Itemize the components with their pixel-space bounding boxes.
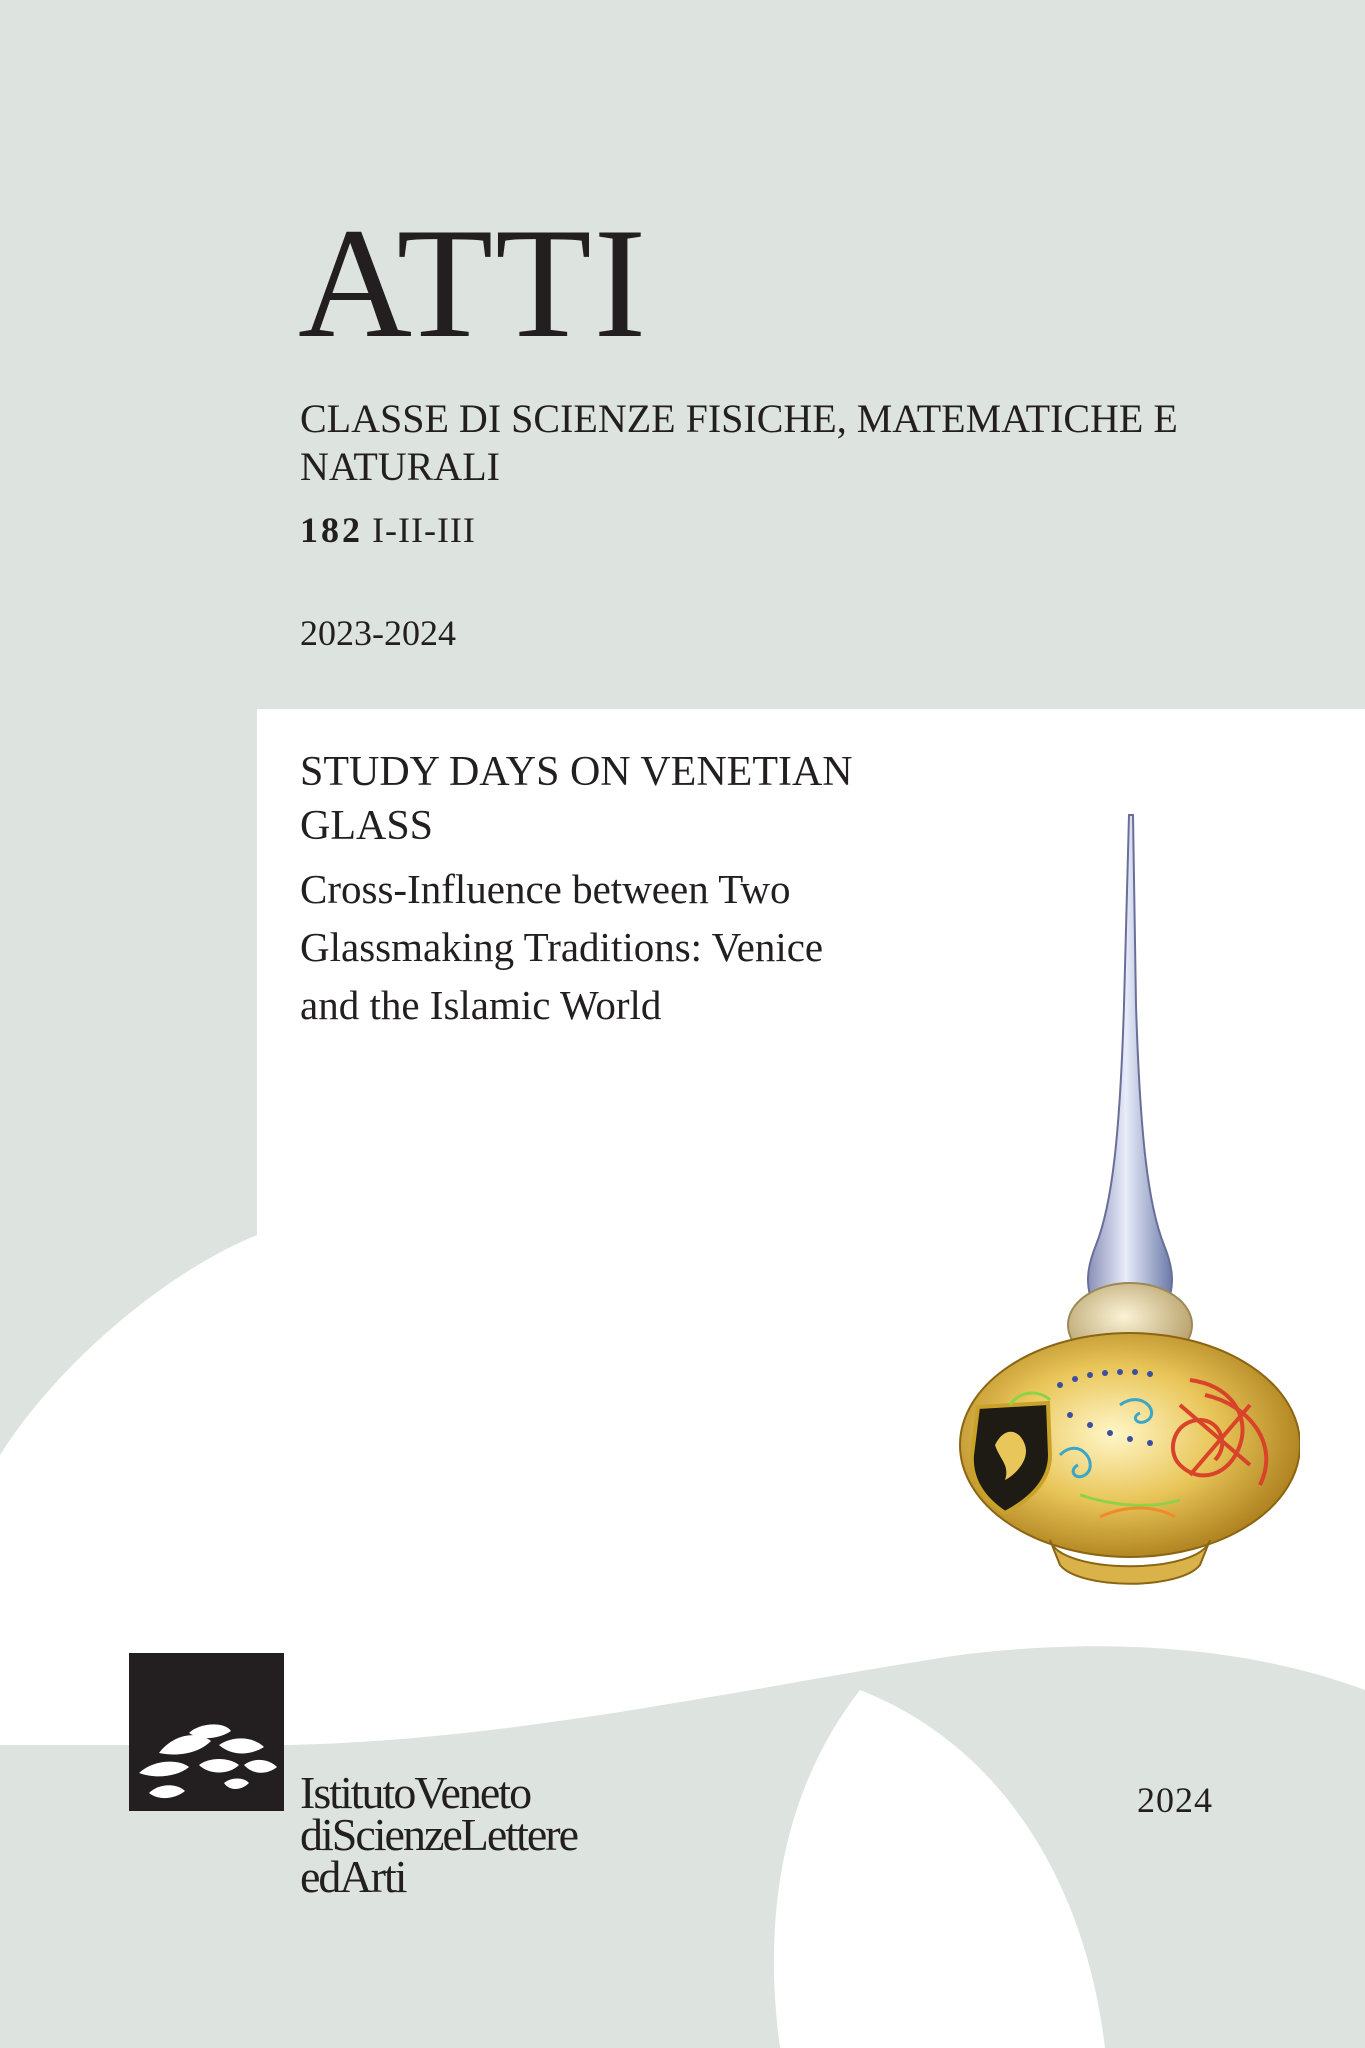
publisher-line-2: diScienzeLettere: [300, 1809, 578, 1860]
journal-title: ATTI: [298, 196, 649, 371]
issue-title: STUDY DAYS ON VENETIAN GLASS: [300, 749, 853, 849]
publisher-line-1: IstitutoVeneto: [300, 1767, 531, 1818]
issue-subtitle: Cross-Influence between Two Glassmaking Traditions: Venice and the Islamic World: [300, 866, 824, 1028]
institute-logo: [129, 1653, 284, 1811]
publisher-name: [300, 1767, 720, 1902]
vase-icon: [950, 805, 1300, 1595]
volume-line: [300, 510, 476, 550]
class-name: CLASSE DI SCIENZE FISICHE, MATEMATICHE E NATURALI: [300, 396, 1178, 489]
leaf-logo-icon: [129, 1653, 284, 1811]
publisher-line-3: edArti: [300, 1851, 406, 1902]
volume-number: 182: [300, 510, 363, 550]
volume-years: 2023-2024: [300, 613, 456, 653]
publication-year: 2024: [1137, 1780, 1213, 1820]
volume-parts: I-II-III: [372, 510, 476, 550]
